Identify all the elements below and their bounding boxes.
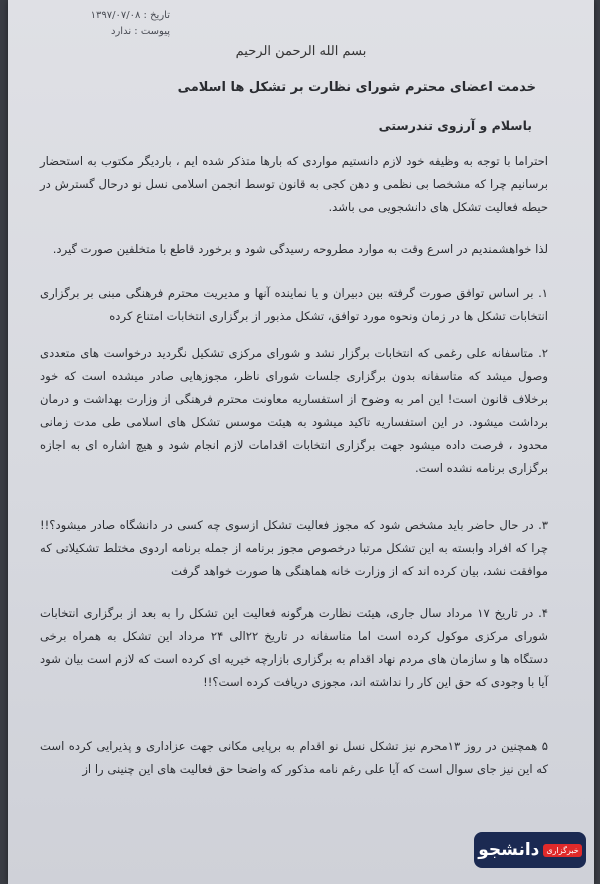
recipient-line: خدمت اعضای محترم شورای نظارت بر تشکل ها اسلامی bbox=[177, 80, 536, 95]
basmala: بسم الله الرحمن الرحیم bbox=[235, 44, 367, 59]
paragraph-item-3: ۳. در حال حاضر باید مشخص شود که مجوز فعالیت تشکل ازسوی چه کسی در دانشگاه صادر میشود؟!! چرا که افراد وابسته به این تشکل مرتبا درخصوص مجوز برنامه از جمله برنامه اردوی مختلط تشکیلاتی که موافقت نشد، بیان کرده اند که از وزارت خانه هماهنگی ها صورت خواهد گرفت bbox=[40, 518, 548, 578]
letter-meta bbox=[30, 8, 170, 40]
logo-badge: خبرگزاری bbox=[543, 844, 581, 857]
paragraph-request: لذا خواهشمندیم در اسرع وقت به موارد مطروحه رسیدگی شود و برخورد قاطع با متخلفین صورت گیرد. bbox=[52, 242, 548, 256]
news-agency-logo bbox=[474, 832, 586, 868]
logo-name: دانشجو bbox=[478, 840, 540, 860]
paragraph-item-2: ۲. متاسفانه علی رغمی که انتخابات برگزار نشد و شورای مرکزی تشکیل نگردید درخواست های متعددی وصول میشد که متاسفانه بدون برگزاری جلسات شورای ناظر، مجوزهایی صادر میشده است که خود برخلاف قانون است! این امر به وضوح از استفساریه معاونت محترم فرهنگی از وزارت بهداشت و درمان برداشت میشود. در این استفساریه تاکید میشود به هیئت موسس تشکل های اسلامی طی مدت زمانی محدود ، فرصت داده میشود جهت برگزاری انتخابات اقدامات لازم انجام شود و هیچ اشاره ای به اجازه برگزاری برنامه نشده است. bbox=[40, 346, 548, 475]
scanned-letter bbox=[8, 0, 594, 884]
letter-attachment: پیوست : ندارد bbox=[111, 26, 170, 37]
paragraph-item-4: ۴. در تاریخ ۱۷ مرداد سال جاری، هیئت نظارت هرگونه فعالیت این تشکل را به بعد از برگزاری انتخابات شورای مرکزی موکول کرده است اما متاسفانه در تاریخ ۲۲الی ۲۴ مرداد این تشکل به همراه برخی دستگاه ها و سازمان های مردم نهاد اقدام به برگزاری بازارچه خیریه ای کرده است که لازم است بیان شود آیا با وجودی که حق این کار را نداشته اند، مجوزی دریافت کرده است؟!! bbox=[40, 606, 549, 689]
paragraph-intro: احتراما با توجه به وظیفه خود لازم دانستیم مواردی که بارها متذکر شده ایم ، باردیگر مکتوب به استحضار برسانیم چرا که مشخصا بی نظمی و دهن کجی به قانون توسط انجمن اسلامی نسل نو درحال گسترش در حیطه فعالیت تشکل های دانشجویی می باشد. bbox=[40, 154, 548, 214]
greeting-line: باسلام و آرزوی تندرستی bbox=[378, 118, 532, 133]
paragraph-item-1: ۱. بر اساس توافق صورت گرفته بین دبیران و یا نماینده آنها و مدیریت محترم فرهنگی مبنی بر برگزاری انتخابات تشکل ها در زمان ونحوه مورد توافق، تشکل مذبور از برگزاری انتخابات امتناع کرده bbox=[40, 286, 548, 323]
letter-date: تاریخ : ۱۳۹۷/۰۷/۰۸ bbox=[90, 10, 170, 21]
paragraph-item-5: ۵ همچنین در روز ۱۳محرم نیز تشکل نسل نو اقدام به برپایی مکانی جهت عزاداری و پذیرایی کرده است که این نیز جای سوال است که آیا علی رغم نامه مذکور که واضحا حق فعالیت های این چنینی را از bbox=[40, 739, 548, 776]
